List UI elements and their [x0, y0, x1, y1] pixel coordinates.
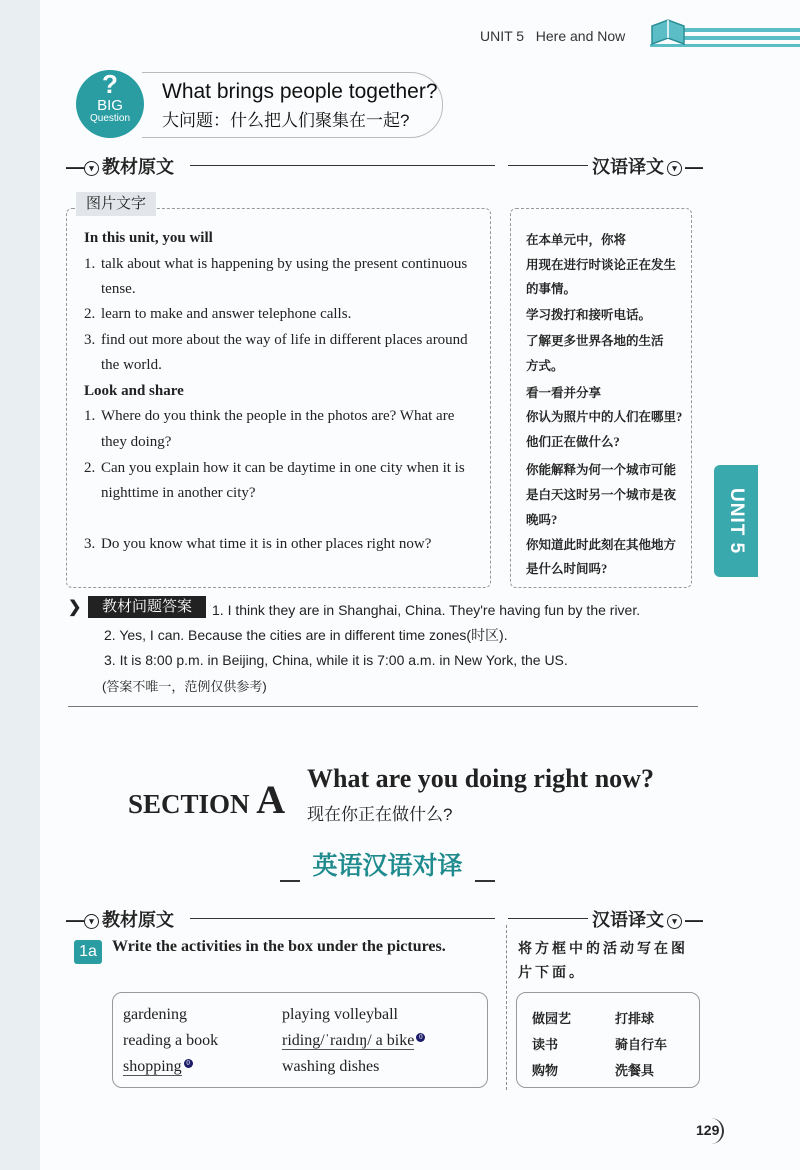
en-item-num: 1. — [84, 256, 96, 272]
zh-line: 是白天这时另一个城市是夜 — [526, 488, 677, 502]
en-item-num: 2. — [84, 306, 96, 322]
badge-question-label: Question — [89, 113, 131, 124]
en-item-line: Can you explain how it can be daytime in one city when it is — [101, 460, 465, 476]
zh-heading-2: 看一看并分享 — [526, 386, 602, 400]
zh-heading-1: 在本单元中，你将 — [526, 233, 627, 247]
big-question-zh: 大问题：什么把人们聚集在一起? — [162, 111, 410, 130]
section-title: SECTION A — [128, 777, 286, 822]
activity-item: washing dishes — [282, 1058, 380, 1075]
activity-item: shopping 0 — [123, 1058, 193, 1076]
activity-item-zh: 读书 — [532, 1037, 559, 1052]
activity-item: playing volleyball — [282, 1006, 398, 1023]
en-item-line: learn to make and answer telephone calls. — [101, 306, 352, 322]
answers-note: (答案不唯一，范例仅供参考) — [102, 679, 267, 694]
zh-line: 是什么时间吗? — [526, 562, 608, 576]
zh-line: 用现在进行时谈论正在发生 — [526, 258, 677, 272]
header-title: Here and Now — [535, 28, 626, 44]
note-marker-icon: 0 — [184, 1059, 193, 1068]
book-icon — [648, 16, 688, 50]
en-item-line: nighttime in another city? — [101, 485, 256, 501]
picture-text-label: 图片文字 — [76, 192, 156, 216]
unit-side-tab-label: UNIT 5 — [726, 487, 747, 555]
question-mark-icon: ? — [102, 69, 118, 99]
section-divider — [68, 706, 698, 707]
answer-line: 2. Yes, I can. Because the cities are in different time zones(时区). — [104, 627, 508, 643]
zh-line: 学习拨打和接听电话。 — [526, 308, 652, 322]
zh-line: 方式。 — [526, 359, 564, 373]
en-item-line: find out more about the way of life in different places around — [101, 332, 468, 348]
divider-left-label: — ▾ 教材原文 — [66, 157, 174, 177]
en-item-line: talk about what is happening by using the present continuous — [101, 256, 468, 272]
badge-big-label: BIG — [97, 97, 123, 114]
divider-line — [508, 165, 588, 166]
en-item-num: 3. — [84, 332, 96, 348]
note-marker-icon: 0 — [416, 1033, 425, 1042]
en-item-num: 2. — [84, 460, 96, 476]
header-unit: UNIT 5 — [480, 28, 525, 44]
chevron-right-icon: ❯ — [68, 599, 82, 616]
en-item-line: the world. — [101, 357, 162, 373]
activity-item-zh: 购物 — [532, 1063, 559, 1078]
en-heading-1: In this unit, you will — [84, 230, 213, 246]
zh-line: 了解更多世界各地的生活 — [526, 334, 664, 348]
en-item-num: 3. — [84, 536, 96, 552]
exercise-badge: 1a — [74, 940, 102, 964]
en-item-num: 1. — [84, 408, 96, 424]
activity-item-zh: 骑自行车 — [615, 1037, 668, 1052]
answers-label: 教材问题答案 — [88, 596, 206, 618]
section-question-zh: 现在你正在做什么? — [307, 805, 453, 824]
instruction-zh: 将方框中的活动写在图片下面。 — [518, 940, 688, 980]
en-item-line: Do you know what time it is in other places right now? — [101, 536, 432, 552]
instruction-en: Write the activities in the box under the pictures. — [112, 938, 446, 955]
en-item-line: Where do you think the people in the photos are? What are — [101, 408, 455, 424]
answer-line: 1. I think they are in Shanghai, China. They're having fun by the river. — [212, 602, 641, 618]
title-underline — [475, 880, 495, 882]
textbook-page — [40, 0, 800, 1170]
zh-line: 的事情。 — [526, 282, 577, 296]
zh-line: 他们正在做什么? — [526, 435, 620, 449]
big-question-en: What brings people together? — [162, 80, 438, 103]
activity-item: riding/ˈraɪdɪŋ/ a bike 0 — [282, 1032, 425, 1050]
page-number: 129 — [696, 1122, 720, 1138]
en-item-line: tense. — [101, 281, 136, 297]
activity-item: reading a book — [123, 1032, 219, 1049]
activity-item: gardening — [123, 1006, 187, 1023]
divider-line — [190, 918, 495, 919]
divider-line — [508, 918, 588, 919]
translation-title: 英语汉语对译 — [312, 852, 463, 880]
header-decoration — [630, 16, 800, 52]
divider-left-label: — ▾ 教材原文 — [66, 910, 174, 930]
activity-item-zh: 做园艺 — [532, 1011, 572, 1026]
divider-right-label: 汉语译文 ▾ — — [592, 910, 703, 930]
activity-item-zh: 洗餐具 — [615, 1063, 655, 1078]
zh-line: 你认为照片中的人们在哪里? — [526, 410, 683, 424]
en-heading-2: Look and share — [84, 383, 184, 399]
column-divider — [506, 925, 507, 1090]
zh-line: 晚吗? — [526, 513, 558, 527]
answer-line: 3. It is 8:00 p.m. in Beijing, China, while it is 7:00 a.m. in New York, the US. — [104, 652, 568, 668]
activity-item-zh: 打排球 — [615, 1011, 655, 1026]
page-number-bracket — [702, 1118, 724, 1144]
en-item-line: they doing? — [101, 434, 172, 450]
zh-line: 你能解释为何一个城市可能 — [526, 463, 677, 477]
big-question-badge — [76, 70, 144, 138]
section-question-en: What are you doing right now? — [307, 764, 654, 793]
divider-right-label: 汉语译文 ▾ — — [592, 157, 703, 177]
divider-line — [190, 165, 495, 166]
zh-line: 你知道此时此刻在其他地方 — [526, 538, 677, 552]
running-header — [480, 28, 625, 44]
